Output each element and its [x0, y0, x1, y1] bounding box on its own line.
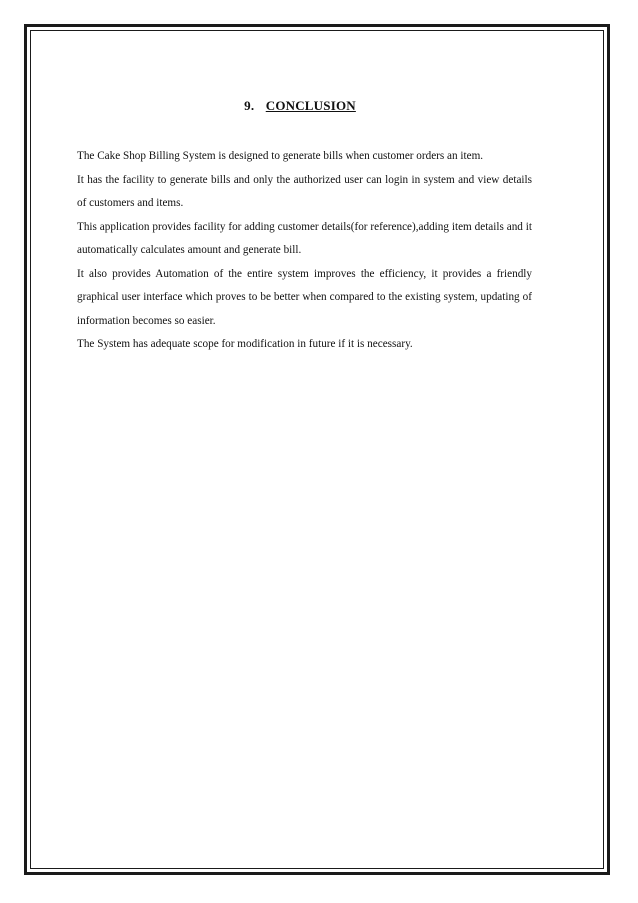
paragraph: It has the facility to generate bills and only the authorized user can login in system and view details of customers and items.	[77, 173, 532, 209]
section-title: CONCLUSION	[265, 98, 356, 113]
conclusion-body	[77, 145, 532, 357]
section-number: 9.	[244, 98, 255, 113]
paragraph: The System has adequate scope for modification in future if it is necessary.	[77, 338, 413, 350]
section-heading	[0, 98, 600, 114]
paragraph: This application provides facility for adding customer details(for reference),adding item details and it automatically calculates amount and generate bill.	[77, 220, 532, 256]
paragraph: It also provides Automation of the entire system improves the efficiency, it provides a friendly graphical user interface which proves to be better when compared to the existing system, updating of information becomes so easier.	[77, 267, 532, 327]
paragraph: The Cake Shop Billing System is designed to generate bills when customer orders an item.	[77, 150, 484, 162]
